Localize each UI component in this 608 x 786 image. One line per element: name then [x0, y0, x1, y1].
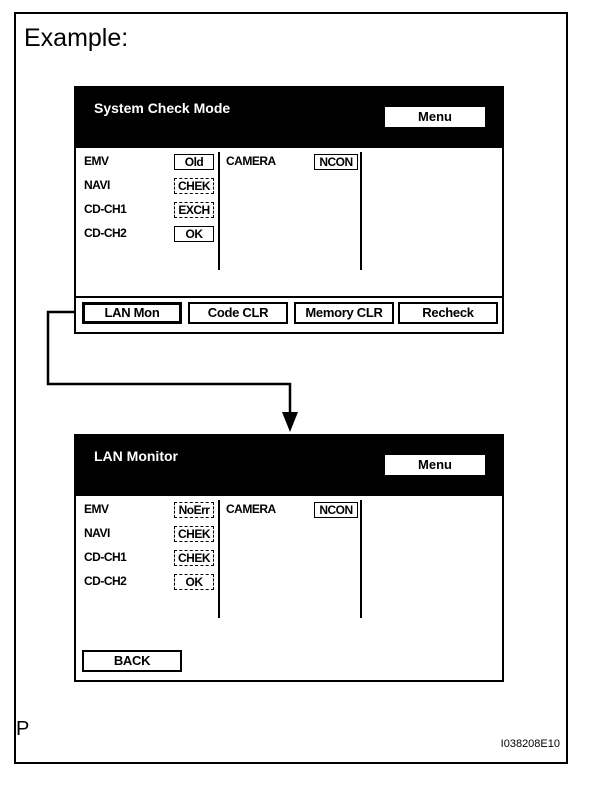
column-divider [218, 500, 220, 618]
example-heading: Example: [24, 24, 129, 52]
code-clr-button[interactable]: Code CLR [188, 302, 288, 324]
device-label-cd-ch2: CD-CH2 [84, 574, 127, 588]
recheck-button[interactable]: Recheck [398, 302, 498, 324]
status-badge-navi[interactable]: CHEK [174, 526, 214, 542]
status-badge-cd-ch2[interactable]: OK [174, 574, 214, 590]
lan-mon-button[interactable]: LAN Mon [82, 302, 182, 324]
column-divider [360, 500, 362, 618]
status-badge-cd-ch2[interactable]: OK [174, 226, 214, 242]
device-label-camera: CAMERA [226, 154, 276, 168]
system-check-mode-screen [74, 86, 504, 334]
status-badge-camera[interactable]: NCON [314, 502, 358, 518]
screen-title: LAN Monitor [94, 448, 178, 464]
device-label-cd-ch1: CD-CH1 [84, 550, 127, 564]
status-badge-emv[interactable]: NoErr [174, 502, 214, 518]
screen-title: System Check Mode [94, 100, 231, 116]
device-label-emv: EMV [84, 502, 109, 516]
corner-letter: P [16, 718, 30, 740]
menu-button[interactable]: Menu [384, 106, 486, 128]
lan-monitor-screen [74, 434, 504, 682]
figure-code: I038208E10 [500, 738, 560, 750]
status-badge-navi[interactable]: CHEK [174, 178, 214, 194]
device-label-navi: NAVI [84, 178, 110, 192]
status-badge-cd-ch1[interactable]: EXCH [174, 202, 214, 218]
back-button[interactable]: BACK [82, 650, 182, 672]
column-divider [360, 152, 362, 270]
menu-button[interactable]: Menu [384, 454, 486, 476]
device-label-emv: EMV [84, 154, 109, 168]
button-bar-divider [76, 296, 502, 298]
status-badge-emv[interactable]: Old [174, 154, 214, 170]
device-label-camera: CAMERA [226, 502, 276, 516]
device-label-cd-ch1: CD-CH1 [84, 202, 127, 216]
device-label-navi: NAVI [84, 526, 110, 540]
column-divider [218, 152, 220, 270]
memory-clr-button[interactable]: Memory CLR [294, 302, 394, 324]
status-badge-camera[interactable]: NCON [314, 154, 358, 170]
device-label-cd-ch2: CD-CH2 [84, 226, 127, 240]
status-badge-cd-ch1[interactable]: CHEK [174, 550, 214, 566]
